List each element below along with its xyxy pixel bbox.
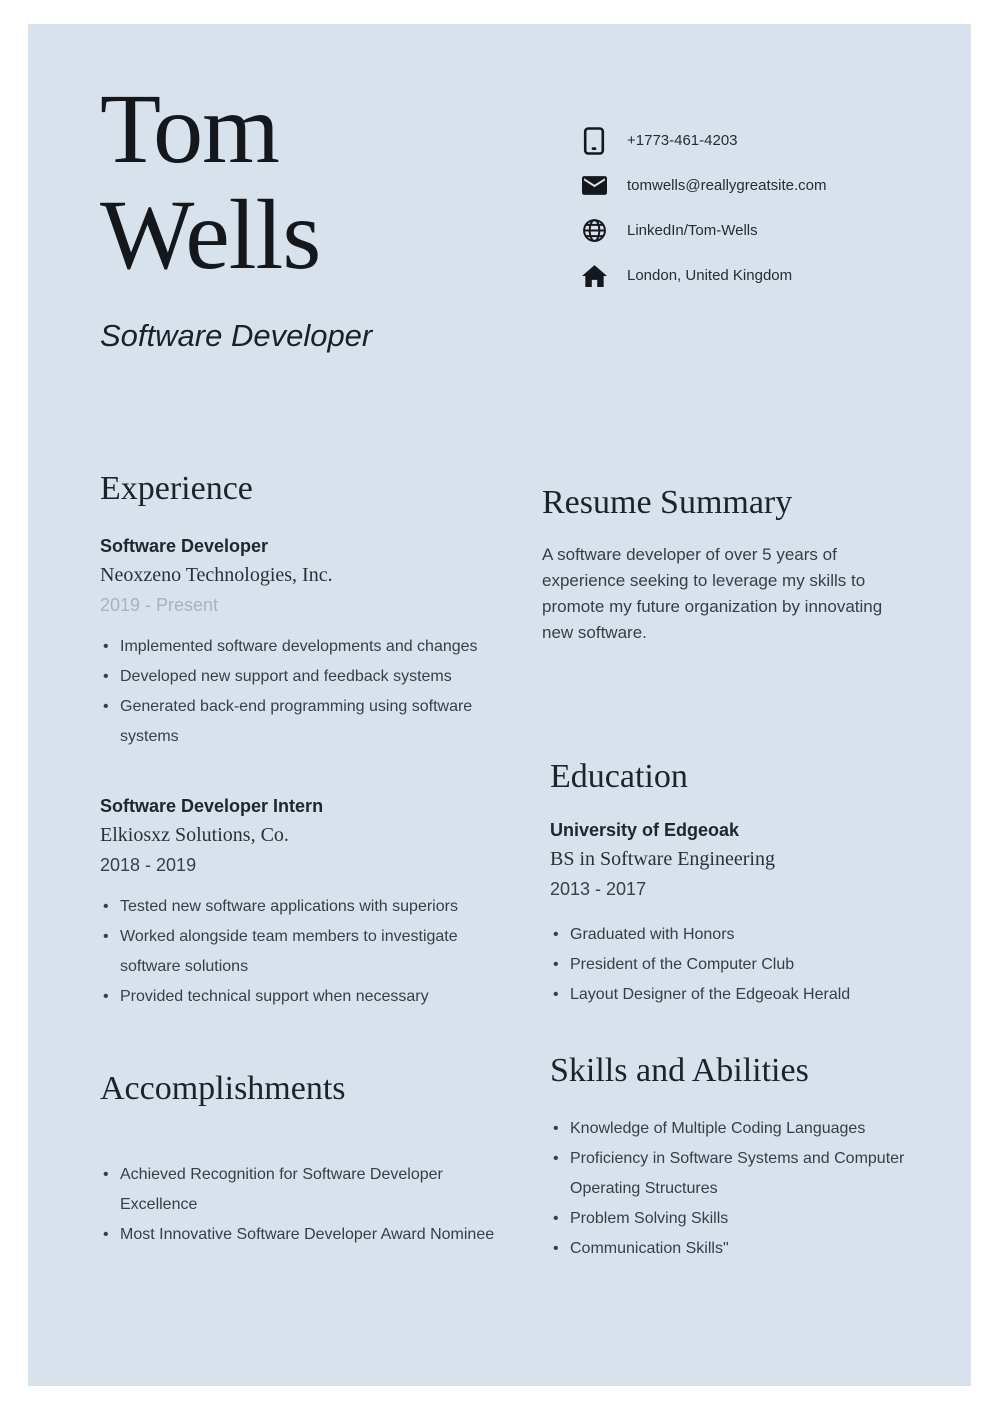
right-column [542,480,914,1264]
job-title: Software Developer [100,536,269,556]
education-bullet-list [550,920,914,1010]
resume-page [28,24,971,1386]
job-company: Elkiosxz Solutions, Co. [100,824,289,846]
skill-bullet: • Knowledge of Multiple Coding Languages [550,1114,914,1144]
home-icon [581,262,607,290]
skill-bullet: • Communication Skills" [550,1234,914,1264]
education-degree: BS in Software Engineering [550,848,775,870]
education-bullet: • Layout Designer of the Edgeoak Herald [550,980,914,1010]
skills-bullet-list [550,1114,914,1264]
job-bullet: • Provided technical support when necessary [100,982,495,1012]
job-bullet-list [100,892,495,1012]
education-heading: Education [550,758,688,795]
experience-heading: Experience [100,470,253,507]
globe-icon [581,217,607,245]
email-icon [581,172,607,200]
resume-summary-heading: Resume Summary [542,484,793,521]
accomplishments-section [100,1066,495,1250]
job-dates: 2019 - Present [100,595,219,615]
contact-linkedin: LinkedIn/Tom-Wells [627,222,758,239]
job-dates: 2018 - 2019 [100,855,197,875]
experience-section [100,466,495,1012]
skill-bullet: • Proficiency in Software Systems and Computer Operating Structures [550,1144,914,1204]
phone-icon [581,127,607,155]
education-school: University of Edgeoak [550,820,740,840]
contact-email: tomwells@reallygreatsite.com [627,177,827,194]
contact-row-email [581,163,826,208]
contact-location: London, United Kingdom [627,267,793,284]
skills-heading: Skills and Abilities [550,1052,809,1089]
job-bullet-list [100,632,495,752]
job-entry [100,792,495,1012]
job-bullet: • Developed new support and feedback systems [100,662,495,692]
education-section [542,754,914,1010]
education-bullet: • Graduated with Honors [550,920,914,950]
job-bullet: • Generated back-end programming using software systems [100,692,495,752]
job-bullet: • Tested new software applications with superiors [100,892,495,922]
person-job-title: Software Developer [100,318,373,353]
resume-summary-section [542,480,914,646]
education-bullet: • President of the Computer Club [550,950,914,980]
person-name-line2: Wells [100,179,321,290]
skill-bullet: • Problem Solving Skills [550,1204,914,1234]
contact-row-phone [581,118,826,163]
contact-phone: +1773-461-4203 [627,132,738,149]
accomplishments-bullet-list [100,1160,495,1250]
education-dates: 2013 - 2017 [550,879,647,899]
accomplishments-heading: Accomplishments [100,1070,346,1107]
resume-summary-text: A software developer of over 5 years of experience seeking to leverage my skills to promote my future organization by innovating new software. [542,545,883,642]
education-entry [550,816,914,904]
job-entry [100,532,495,752]
accomplishment-bullet: • Most Innovative Software Developer Award Nominee [100,1220,495,1250]
job-bullet: • Implemented software developments and changes [100,632,495,662]
person-name [100,73,321,290]
person-name-line1: Tom [100,73,279,184]
accomplishment-bullet: • Achieved Recognition for Software Developer Excellence [100,1160,495,1220]
left-column [100,466,495,1250]
job-title: Software Developer Intern [100,796,324,816]
contact-row-linkedin [581,208,826,253]
job-company: Neoxzeno Technologies, Inc. [100,564,333,586]
skills-section [542,1048,914,1264]
contact-row-location [581,253,826,298]
contact-block [581,118,826,298]
job-bullet: • Worked alongside team members to investigate software solutions [100,922,495,982]
